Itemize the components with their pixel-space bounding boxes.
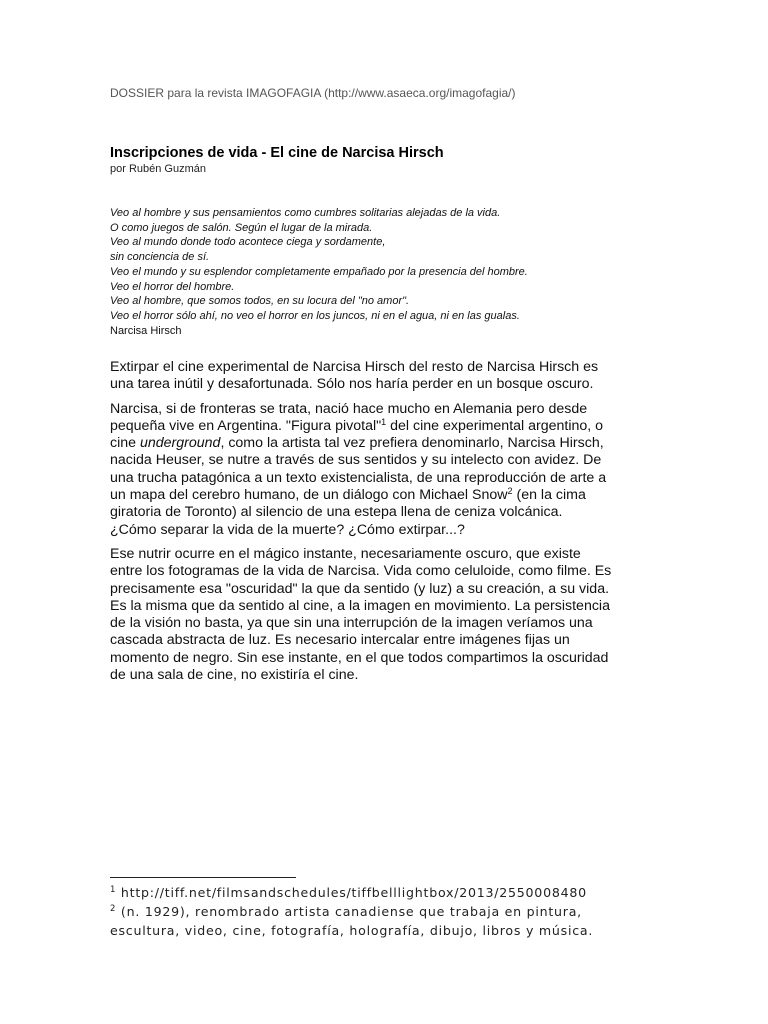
footnotes — [110, 883, 670, 940]
text-line: ¿Cómo separar la vida de la muerte? ¿Cómo extirpar...? — [110, 521, 465, 538]
footnote-2-continued: escultura, video, cine, fotografía, holografía, dibujo, libros y música. — [110, 923, 594, 938]
text-line: de una sala de cine, no existiría el cine. — [110, 667, 359, 684]
epigraph-line: Veo al hombre y sus pensamientos como cumbres solitarias alejadas de la vida. — [110, 207, 501, 219]
text-line: un mapa del cerebro humano, de un diálogo con Michael Snow$^2$ (en la cima — [110, 486, 586, 504]
text-line: Es la misma que da sentido al cine, a la imagen en movimiento. La persistencia — [110, 597, 610, 614]
text-line: cascada abstracta de luz. Es necesario intercalar entre imágenes fijas un — [110, 632, 570, 649]
text-line: entre los fotogramas de la vida de Narcisa. Vida como celuloide, como filme. Es — [110, 563, 612, 580]
text-line: giratoria de Toronto) al silencio de una estepa llena de ceniza volcánica. — [110, 504, 563, 521]
epigraph-line: sin conciencia de sí. — [110, 251, 210, 264]
text-line: de la visión no basta, ya que sin una interrupción de la imagen veríamos una — [110, 615, 593, 632]
epigraph — [110, 206, 658, 338]
epigraph-line: Veo el mundo y su esplendor completamente empañado por la presencia del hombre. — [110, 265, 528, 278]
text-line: Ese nutrir ocurre en el mágico instante, necesariamente oscuro, que existe — [110, 545, 581, 562]
article-body — [110, 359, 658, 691]
paragraph-1 — [110, 359, 658, 394]
epigraph-line: Veo al hombre, que somos todos, en su locura del "no amor". — [110, 295, 410, 308]
article-title: Inscripciones de vida - El cine de Narcisa Hirsch — [110, 145, 444, 161]
footnote-divider — [110, 877, 296, 878]
text-line: una trucha patagónica a un texto existencialista, de una reproducción de arte a — [110, 469, 607, 486]
text-line: cine underground, como la artista tal vez prefiera denominarlo, Narcisa Hirsch, — [110, 435, 604, 452]
footnote-ref-2[interactable]: 2 — [507, 486, 513, 497]
paragraph-2 — [110, 401, 658, 539]
footnote-2: $^2$ (n. 1929), renombrado artista canadiense que trabaja en pintura, — [110, 904, 582, 919]
footnote-ref-1[interactable]: 1 — [381, 416, 387, 427]
text-line: una tarea inútil y desafortunada. Sólo nos haría perder en un bosque oscuro. — [110, 376, 594, 393]
article-byline: por Rubén Guzmán — [110, 163, 206, 175]
footnote-link[interactable]: http://tiff.net/filmsandschedules/tiffbelllightbox/2013/2550008480 — [116, 885, 587, 900]
dossier-header: DOSSIER para la revista IMAGOFAGIA (http://www.asaeca.org/imagofagia/) — [110, 86, 516, 100]
text-line: Extirpar el cine experimental de Narcisa Hirsch del resto de Narcisa Hirsch es — [110, 359, 599, 375]
epigraph-author: Narcisa Hirsch — [110, 324, 182, 337]
footnote-number: 1 — [110, 885, 117, 895]
epigraph-line: Veo el horror sólo ahí, no veo el horror en los juncos, ni en el agua, ni en las gualas. — [110, 309, 520, 322]
paragraph-3 — [110, 546, 658, 684]
footnote-number: 2 — [110, 904, 117, 914]
text-line: Narcisa, si de fronteras se trata, nació hace mucho en Alemania pero desde — [110, 400, 588, 417]
text-line: precisamente esa "oscuridad" la que da sentido (y luz) a su creación, a su vida. — [110, 580, 610, 597]
footnote-1 — [110, 883, 670, 902]
text-line: nacida Heuser, se nutre a través de sus sentidos y su intelecto con avidez. De — [110, 452, 602, 469]
epigraph-line: O como juegos de salón. Según el lugar de la mirada. — [110, 221, 373, 234]
epigraph-line: Veo el horror del hombre. — [110, 280, 235, 293]
epigraph-line: Veo al mundo donde todo acontece ciega y sordamente, — [110, 236, 386, 249]
emphasis-underground: underground — [139, 435, 221, 452]
text-line: pequeña vive en Argentina. "Figura pivotal"$^1$ del cine experimental argentino, o — [110, 416, 604, 434]
text-line: momento de negro. Sin ese instante, en el que todos compartimos la oscuridad — [110, 649, 609, 666]
